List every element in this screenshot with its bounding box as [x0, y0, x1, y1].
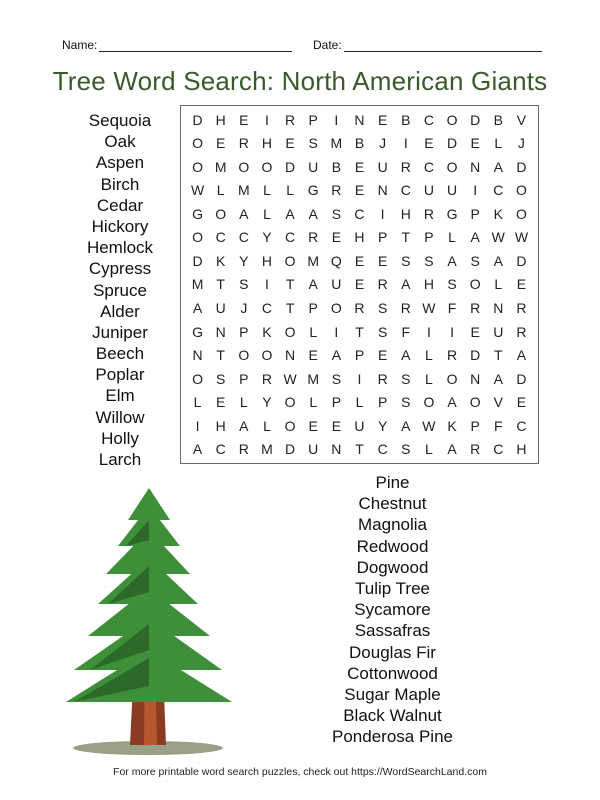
grid-letter[interactable]: H [423, 276, 434, 293]
grid-letter[interactable]: R [516, 323, 527, 340]
grid-letter[interactable]: O [192, 370, 203, 387]
grid-letter[interactable]: P [377, 394, 388, 411]
grid-letter[interactable]: D [285, 158, 296, 175]
grid-letter[interactable]: W [422, 300, 436, 317]
grid-letter[interactable]: O [446, 111, 458, 128]
word-list-item: Hemlock [86, 238, 154, 258]
grid-letter[interactable]: C [493, 182, 504, 199]
grid-letter[interactable]: U [446, 182, 458, 199]
grid-letter[interactable]: E [424, 135, 434, 152]
grid-letter[interactable]: L [494, 276, 503, 293]
grid-letter[interactable]: E [516, 276, 527, 293]
date-line[interactable] [344, 39, 542, 52]
grid-letter[interactable]: I [473, 182, 478, 199]
word-list-item: Sycamore [354, 600, 431, 620]
word-list-item: Beech [95, 344, 145, 364]
grid-letter[interactable]: P [331, 394, 342, 411]
word-list-item: Chestnut [358, 494, 427, 514]
grid-letter[interactable]: W [190, 182, 205, 199]
grid-letter[interactable]: D [470, 111, 481, 128]
grid-letter[interactable]: L [309, 323, 318, 340]
grid-letter[interactable]: V [516, 111, 527, 128]
grid-letter[interactable]: Y [239, 252, 249, 269]
grid-letter[interactable]: T [285, 276, 295, 293]
grid-letter[interactable]: L [263, 417, 271, 434]
grid-letter[interactable]: S [401, 252, 411, 269]
grid-letter[interactable]: L [448, 229, 456, 246]
word-list-left [70, 110, 170, 470]
grid-letter[interactable]: C [423, 111, 434, 128]
grid-letter[interactable]: L [424, 370, 433, 387]
grid-letter[interactable]: O [192, 135, 203, 152]
grid-letter[interactable]: M [191, 276, 204, 293]
grid-letter[interactable]: S [331, 205, 342, 222]
grid-letter[interactable]: S [331, 370, 342, 387]
grid-letter[interactable]: O [238, 347, 250, 364]
grid-letter[interactable]: A [308, 276, 318, 293]
name-label: Name: [62, 38, 98, 52]
grid-letter[interactable]: H [400, 205, 411, 222]
grid-letter[interactable]: P [377, 229, 388, 246]
grid-letter[interactable]: E [354, 276, 365, 293]
word-list-item: Tulip Tree [355, 578, 430, 598]
grid-letter[interactable]: S [470, 252, 480, 269]
grid-letter[interactable]: L [286, 182, 294, 199]
word-list-item: Larch [98, 450, 142, 469]
grid-letter[interactable]: R [238, 135, 249, 152]
grid-letter[interactable]: E [470, 323, 480, 340]
grid-letter[interactable]: T [401, 229, 411, 246]
grid-letter[interactable]: S [447, 276, 457, 293]
grid-letter[interactable]: D [446, 135, 458, 152]
grid-letter[interactable]: K [262, 323, 272, 340]
grid-letter[interactable]: F [447, 300, 457, 317]
grid-letter[interactable]: I [357, 370, 362, 387]
grid-letter[interactable]: R [423, 205, 434, 222]
grid-letter[interactable]: T [216, 347, 225, 364]
grid-letter[interactable]: I [450, 323, 454, 340]
grid-letter[interactable]: P [308, 300, 318, 317]
grid-letter[interactable]: D [516, 158, 527, 175]
grid-letter[interactable]: I [265, 276, 269, 293]
grid-letter[interactable]: Y [262, 394, 272, 411]
word-list-item: Willow [95, 407, 145, 427]
grid-letter[interactable]: P [354, 347, 365, 364]
word-list-item: Birch [100, 174, 140, 194]
grid-letter[interactable]: M [237, 182, 250, 199]
word-list-item: Poplar [95, 365, 145, 385]
grid-letter[interactable]: G [446, 205, 458, 222]
word-list-item: Magnolia [358, 515, 427, 535]
grid-letter[interactable]: F [494, 417, 503, 434]
grid-letter[interactable]: W [514, 229, 529, 246]
grid-letter[interactable]: A [192, 300, 203, 317]
grid-letter[interactable]: C [238, 229, 249, 246]
grid-letter[interactable]: L [424, 347, 433, 364]
grid-letter[interactable]: S [424, 252, 434, 269]
grid-letter[interactable]: A [447, 252, 457, 269]
grid-letter[interactable]: A [239, 205, 249, 222]
footer-text: For more printable word search puzzles, check out https://WordSearchLand.com [113, 766, 487, 778]
grid-letter[interactable]: R [470, 300, 481, 317]
grid-letter[interactable]: P [424, 229, 434, 246]
grid-letter[interactable]: C [423, 158, 434, 175]
grid-letter[interactable]: T [355, 441, 364, 458]
grid-letter[interactable]: D [470, 347, 481, 364]
grid-letter[interactable]: C [377, 441, 388, 458]
grid-letter[interactable]: C [493, 441, 504, 458]
grid-letter[interactable]: N [192, 347, 203, 364]
word-list-item: Cedar [96, 195, 144, 215]
grid-letter[interactable]: L [355, 394, 364, 411]
grid-letter[interactable]: M [261, 441, 273, 458]
grid-letter[interactable]: A [401, 417, 411, 434]
grid-letter[interactable]: S [401, 441, 411, 458]
grid-letter[interactable]: E [216, 394, 226, 411]
grid-letter[interactable]: A [493, 370, 503, 387]
grid-letter[interactable]: E [516, 394, 527, 411]
grid-letter[interactable]: M [307, 370, 320, 387]
grid-letter[interactable]: C [354, 205, 365, 222]
grid-letter[interactable]: C [400, 182, 411, 199]
grid-letter[interactable]: S [401, 370, 411, 387]
grid-letter[interactable]: M [214, 158, 227, 175]
grid-letter[interactable]: K [216, 252, 226, 269]
grid-letter[interactable]: G [307, 182, 319, 199]
grid-letter[interactable]: H [516, 441, 527, 458]
grid-letter[interactable]: D [192, 252, 203, 269]
grid-letter[interactable]: D [516, 370, 527, 387]
grid-letter[interactable]: E [354, 182, 365, 199]
grid-letter[interactable]: A [239, 417, 249, 434]
grid-letter[interactable]: G [192, 205, 203, 222]
grid-letter[interactable]: E [354, 252, 365, 269]
grid-letter[interactable]: B [331, 158, 342, 175]
letter-grid[interactable] [180, 105, 539, 464]
grid-letter[interactable]: A [493, 158, 503, 175]
grid-letter[interactable]: A [308, 205, 318, 222]
grid-letter[interactable]: O [192, 158, 203, 175]
grid-letter[interactable]: R [400, 158, 411, 175]
word-list-item: Aspen [95, 153, 145, 173]
grid-letter[interactable]: F [401, 323, 411, 340]
grid-letter[interactable]: A [192, 441, 203, 458]
grid-letter[interactable]: L [309, 394, 318, 411]
grid-letter[interactable]: R [261, 370, 273, 387]
word-list-item: Redwood [356, 536, 429, 556]
grid-letter[interactable]: H [215, 111, 226, 128]
grid-letter[interactable]: S [216, 370, 226, 387]
word-list-item: Cottonwood [347, 663, 438, 683]
grid-letter[interactable]: L [193, 394, 202, 411]
grid-letter[interactable]: H [261, 135, 273, 152]
grid-letter[interactable]: E [239, 111, 249, 128]
word-list-item: Cypress [88, 259, 152, 279]
grid-letter[interactable]: N [285, 347, 296, 364]
word-list-item: Juniper [92, 322, 148, 342]
grid-letter[interactable]: L [424, 441, 433, 458]
grid-letter[interactable]: P [239, 323, 249, 340]
word-list-item: Alder [100, 301, 140, 321]
word-list-item: Dogwood [356, 557, 429, 577]
grid-letter[interactable]: L [263, 182, 271, 199]
grid-letter[interactable]: R [331, 182, 342, 199]
grid-letter[interactable]: R [238, 441, 249, 458]
word-list-right [320, 472, 465, 747]
date-label: Date: [313, 38, 342, 52]
grid-letter[interactable]: O [469, 394, 481, 411]
grid-letter[interactable]: C [215, 229, 226, 246]
grid-letter[interactable]: O [261, 347, 273, 364]
grid-letter[interactable]: O [284, 323, 296, 340]
grid-letter[interactable]: R [377, 276, 388, 293]
grid-letter[interactable]: M [330, 135, 343, 152]
grid-letter[interactable]: U [423, 182, 434, 199]
grid-letter[interactable]: S [401, 394, 411, 411]
grid-letter[interactable]: E [377, 111, 388, 128]
grid-letter[interactable]: R [308, 229, 319, 246]
grid-letter[interactable]: A [470, 229, 480, 246]
grid-letter[interactable]: N [493, 300, 504, 317]
grid-letter[interactable]: U [377, 158, 388, 175]
grid-letter[interactable]: C [516, 417, 527, 434]
grid-letter[interactable]: O [215, 205, 227, 222]
grid-letter[interactable]: E [331, 229, 342, 246]
page-title: Tree Word Search: North American Giants [52, 66, 548, 96]
grid-letter[interactable]: E [377, 252, 388, 269]
grid-letter[interactable]: O [446, 370, 458, 387]
grid-letter[interactable]: M [307, 252, 320, 269]
grid-letter[interactable]: N [470, 370, 481, 387]
grid-letter[interactable]: C [285, 229, 296, 246]
grid-letter[interactable]: U [308, 441, 319, 458]
tree-illustration [60, 480, 240, 760]
grid-letter[interactable]: S [308, 135, 318, 152]
grid-letter[interactable]: Y [377, 417, 388, 434]
grid-letter[interactable]: C [261, 300, 273, 317]
grid-letter[interactable]: N [331, 441, 342, 458]
grid-letter[interactable]: L [216, 182, 225, 199]
grid-letter[interactable]: A [285, 205, 295, 222]
grid-letter[interactable]: O [469, 276, 481, 293]
word-list-item: Ponderosa Pine [332, 727, 453, 747]
grid-letter[interactable]: Y [262, 229, 272, 246]
word-list-item: Sugar Maple [344, 684, 441, 704]
word-list-item: Sequoia [88, 111, 152, 130]
grid-letter[interactable]: E [216, 135, 226, 152]
grid-letter[interactable]: J [379, 135, 387, 152]
grid-letter[interactable]: S [377, 323, 388, 340]
grid-letter[interactable]: I [195, 417, 200, 434]
grid-letter[interactable]: T [494, 347, 503, 364]
grid-letter[interactable]: R [377, 370, 388, 387]
grid-letter[interactable]: S [239, 276, 249, 293]
grid-letter[interactable]: T [355, 323, 364, 340]
grid-letter[interactable]: B [401, 111, 411, 128]
grid-letter[interactable]: O [284, 417, 296, 434]
grid-letter[interactable]: A [516, 347, 527, 364]
grid-letter[interactable]: J [240, 300, 248, 317]
grid-letter[interactable]: J [517, 135, 525, 152]
name-field[interactable] [62, 38, 292, 52]
grid-letter[interactable]: R [516, 300, 527, 317]
grid-letter[interactable]: I [426, 323, 431, 340]
grid-letter[interactable]: O [515, 205, 527, 222]
grid-letter[interactable]: P [470, 205, 480, 222]
date-field[interactable] [313, 38, 542, 52]
grid-letter[interactable]: E [331, 417, 342, 434]
grid-letter[interactable]: N [377, 182, 388, 199]
grid-letter[interactable]: E [308, 417, 318, 434]
grid-letter[interactable]: V [493, 394, 503, 411]
grid-letter[interactable]: W [491, 229, 505, 246]
grid-letter[interactable]: U [215, 300, 226, 317]
grid-letter[interactable]: K [493, 205, 503, 222]
grid-letter[interactable]: P [308, 111, 318, 128]
grid-letter[interactable]: K [447, 417, 457, 434]
grid-letter[interactable]: L [494, 135, 503, 152]
grid-letter[interactable]: A [493, 252, 503, 269]
grid-letter[interactable]: A [331, 347, 342, 364]
word-list-item: Sassafras [354, 621, 431, 641]
grid-letter[interactable]: P [470, 417, 480, 434]
grid-letter[interactable]: O [192, 229, 203, 246]
grid-letter[interactable]: T [216, 276, 225, 293]
grid-letter[interactable]: G [192, 323, 203, 340]
grid-letter[interactable]: N [354, 111, 365, 128]
grid-letter[interactable]: H [261, 252, 273, 269]
grid-letter[interactable]: H [215, 417, 226, 434]
grid-letter[interactable]: N [470, 158, 481, 175]
grid-letter[interactable]: L [263, 205, 271, 222]
grid-letter[interactable]: T [285, 300, 295, 317]
grid-letter[interactable]: B [354, 135, 365, 152]
grid-letter[interactable]: I [265, 111, 269, 128]
grid-letter[interactable]: Q [330, 252, 342, 269]
grid-letter[interactable]: R [354, 300, 365, 317]
grid-letter[interactable]: I [403, 135, 408, 152]
grid-letter[interactable]: U [493, 323, 504, 340]
grid-letter[interactable]: O [284, 252, 296, 269]
word-list-item: Oak [104, 132, 136, 152]
grid-letter[interactable]: O [515, 182, 527, 199]
grid-letter[interactable]: R [285, 111, 296, 128]
grid-letter[interactable]: I [334, 323, 339, 340]
word-list-item: Spruce [93, 280, 147, 300]
word-list-item: Hickory [91, 216, 149, 236]
grid-letter[interactable]: W [422, 417, 436, 434]
grid-letter[interactable]: I [380, 205, 385, 222]
grid-letter[interactable]: H [354, 229, 365, 246]
grid-letter[interactable]: E [377, 347, 388, 364]
grid-letter[interactable]: E [354, 158, 365, 175]
grid-letter[interactable]: O [261, 158, 273, 175]
grid-letter[interactable]: W [283, 370, 297, 387]
word-list-item: Black Walnut [343, 706, 442, 726]
grid-letter[interactable]: P [239, 370, 249, 387]
grid-letter[interactable]: D [192, 111, 203, 128]
grid-letter[interactable]: O [330, 300, 342, 317]
grid-letter[interactable]: B [493, 111, 503, 128]
grid-letter[interactable]: O [238, 158, 250, 175]
grid-letter[interactable]: A [401, 276, 411, 293]
grid-letter[interactable]: R [470, 441, 481, 458]
grid-letter[interactable]: D [285, 441, 296, 458]
grid-letter[interactable]: O [284, 394, 296, 411]
grid-letter[interactable]: E [285, 135, 295, 152]
grid-letter[interactable]: C [215, 441, 226, 458]
grid-letter[interactable]: A [447, 394, 457, 411]
grid-letter[interactable]: I [334, 111, 339, 128]
name-line[interactable] [99, 39, 292, 52]
grid-letter[interactable]: N [215, 323, 226, 340]
grid-letter[interactable]: E [470, 135, 480, 152]
grid-letter[interactable]: R [400, 300, 411, 317]
grid-letter[interactable]: O [446, 158, 458, 175]
word-list-item: Elm [105, 386, 135, 406]
grid-letter[interactable]: U [331, 276, 342, 293]
grid-letter[interactable]: U [354, 417, 365, 434]
grid-letter[interactable]: L [239, 394, 248, 411]
grid-letter[interactable]: U [308, 158, 319, 175]
grid-letter[interactable]: A [401, 347, 411, 364]
grid-letter[interactable]: O [423, 394, 435, 411]
word-list-item: Pine [375, 473, 410, 492]
word-list-item: Douglas Fir [349, 642, 436, 662]
grid-letter[interactable]: R [446, 347, 458, 364]
grid-letter[interactable]: A [447, 441, 457, 458]
word-list-item: Holly [101, 428, 139, 448]
grid-letter[interactable]: D [516, 252, 527, 269]
grid-letter[interactable]: S [377, 300, 388, 317]
grid-letter[interactable]: E [308, 347, 318, 364]
